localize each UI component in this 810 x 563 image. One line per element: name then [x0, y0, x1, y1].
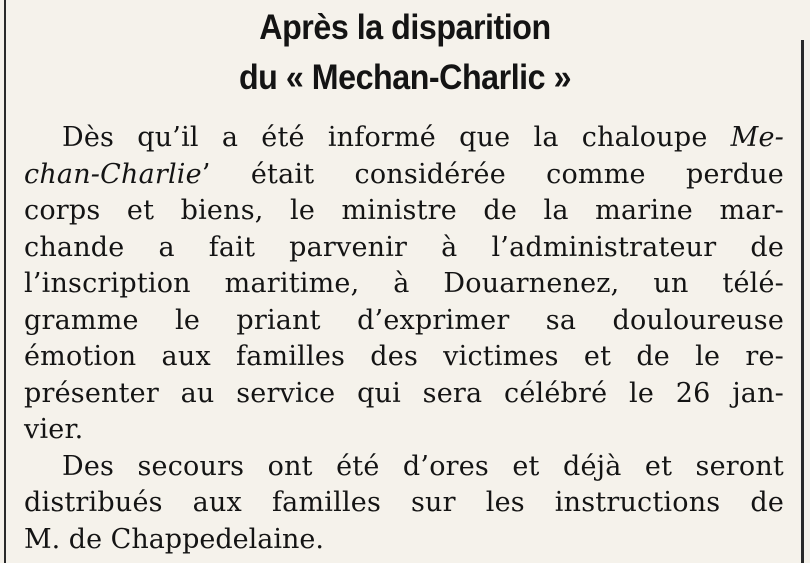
column-rule-right — [801, 40, 804, 563]
body-line-7: émotion aux familles des victimes et de le re- — [24, 341, 784, 372]
headline-line-2: du « Mechan-Charlic » — [238, 58, 572, 97]
column-rule-left — [4, 0, 6, 563]
body-line-10: Des secours ont été d’ores et déjà et seront — [62, 450, 784, 482]
headline-line-1: Après la disparition — [259, 8, 551, 47]
body-line-3: corps et biens, le ministre de la marine mar- — [24, 195, 784, 226]
body-line-1: Dès qu’il a été informé que la chaloupe Me- — [62, 122, 784, 153]
body-line-11: distribués aux familles sur les instructions de — [24, 487, 784, 518]
body-line-8: présenter au service qui sera célébré le 26 jan- — [24, 377, 784, 409]
body-line-12: M. de Chappedelaine. — [24, 523, 324, 555]
body-line-9: vier. — [24, 414, 84, 445]
body-line-4: chande a fait parvenir à l’administrateur de — [24, 231, 784, 263]
body-line-6: gramme le priant d’exprimer sa douloureuse — [24, 304, 784, 336]
body-line-2: chan-Charlie’ était considérée comme perdue — [24, 158, 784, 190]
body-line-5: l’inscription maritime, à Douarnenez, un télé- — [24, 268, 784, 299]
